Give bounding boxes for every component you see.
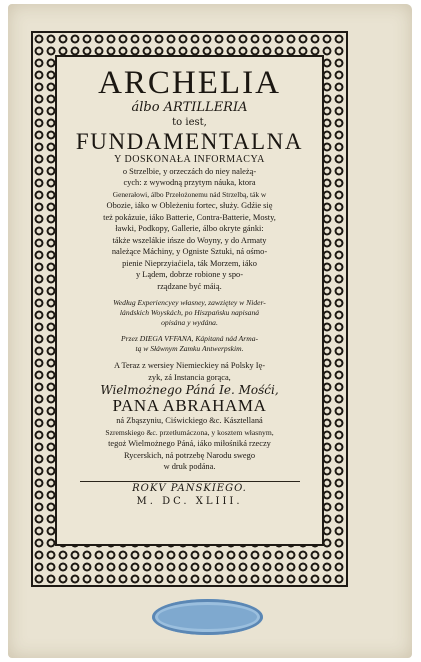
patron-name: PANA ABRAHAMA: [112, 396, 267, 415]
body-line: pienie Nieprzyiaćiela, ták Morzem, iáko: [122, 258, 257, 268]
body-line: Y DOSKONAŁA INFORMACYA: [114, 154, 265, 165]
body-line: też pokázuie, iáko Batterie, Contra-Batterie, Mosty,: [103, 212, 276, 222]
body-line: y Lądem, dobrze robione y spo-: [136, 270, 243, 279]
subtitle-artilleria: álbo ARTILLERIA: [131, 100, 248, 115]
experience-line: lándskich Woyskách, po Hiszpańsku napisaná: [119, 308, 260, 317]
patron-line: ná Zbąszyniu, Ciświckiego &c. Kásztellaná: [116, 416, 263, 425]
body-line: rządzane być máią.: [157, 281, 222, 291]
library-stamp: [152, 599, 263, 635]
body-line: cych: z wywodną przytym náuka, ktora: [123, 178, 256, 187]
body-line: ławki, Podkopy, Gallerie, álbo okryte gánki:: [115, 224, 264, 233]
patron-line: w druk podána.: [163, 462, 216, 471]
publication-year: M. DC. XLIII.: [136, 495, 243, 507]
description-block: [61, 154, 318, 383]
patron-block: [61, 415, 318, 473]
title-page-text: [61, 60, 318, 508]
patron-line: tegoż Wielmożnego Páná, iáko miłośniká rzeczy: [108, 439, 271, 448]
experience-line: opisána y wydána.: [161, 318, 218, 327]
subtitle-to-iest: to iest,: [172, 117, 207, 128]
body-line: należące Máchiny, y Ogniste Sztuki, ná ośmo-: [111, 247, 268, 256]
body-line: o Strzelbie, y orzeczách do niey należą-: [122, 166, 257, 176]
patron-line: Rycerskich, ná potrzebę Narodu swego: [123, 450, 256, 460]
body-line: Obozie, iáko w Obleżeniu fortec, służy. Gdźie się: [106, 201, 273, 210]
author-line: tą w Słáwnym Zamku Antwerpskim.: [135, 344, 244, 353]
body-line: tákże wszelákie ińsze do Woyny, y do Armaty: [112, 235, 267, 245]
body-line: Generałowi, álbo Przełożonemu nád Strzelbą, ták w: [112, 189, 267, 199]
patron-honorific: Wielmożnego Páná Ie. Mośći,: [100, 383, 279, 397]
year-label: ROKV PANSKIEGO.: [132, 482, 247, 494]
page-title: ARCHELIA: [98, 65, 281, 101]
translation-line: A Teraz z wersiey Niemieckiey ná Polsky Ię-: [113, 361, 266, 370]
translation-line: zyk, zá Instancia gorąca,: [148, 372, 231, 382]
heading-fundamentalna: FUNDAMENTALNA: [75, 129, 304, 154]
patron-line: Szremskiego &c. przetłumáczona, y kosztem własnym,: [105, 427, 274, 437]
author-line: Przez DIEGA VFFANA, Kápitaná nád Arma-: [120, 334, 259, 343]
experience-line: Według Experiencyey własney, zawziętey w Nider-: [113, 298, 266, 307]
